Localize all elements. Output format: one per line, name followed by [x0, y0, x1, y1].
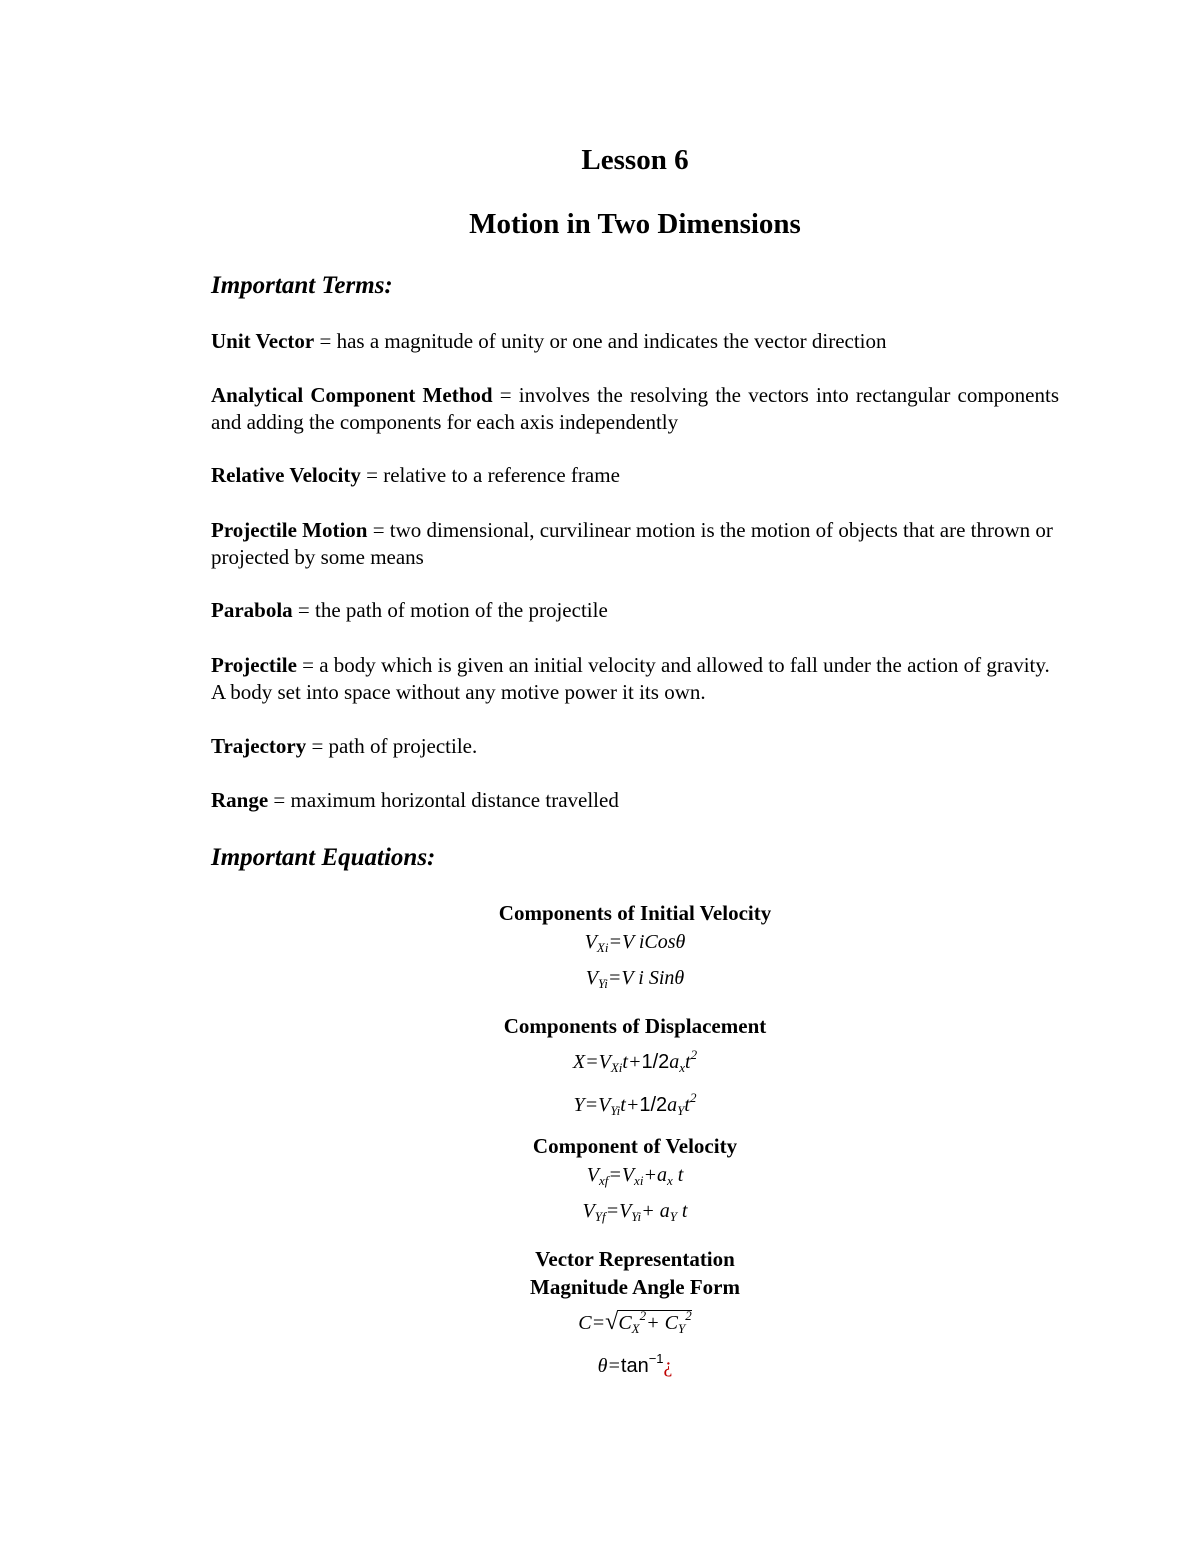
equation-y-displacement: $Y=V_{Yi}t+1/2a_Yt^2$	[573, 1090, 697, 1118]
equation-group-initial-velocity	[0, 899, 1200, 999]
equation-group-subtitle: Magnitude Angle Form	[530, 1275, 740, 1299]
term-projectile-motion	[211, 517, 1059, 571]
equation-vyf: $V_{Yf}=V_{Yi}+ a_Y$ t	[582, 1200, 688, 1224]
term-range	[211, 787, 1059, 814]
term-definition: = relative to a reference frame	[360, 463, 620, 487]
broken-character: ¿	[663, 1355, 673, 1377]
equation-group-displacement	[0, 1012, 1200, 1126]
term-name: Projectile	[211, 653, 297, 677]
term-analytical-component-method	[211, 382, 1059, 436]
square-root-symbol: √	[605, 1309, 619, 1335]
term-definition: = maximum horizontal distance travelled	[268, 788, 619, 812]
term-definition: = involves the resolving the vectors into rectangular components and adding the components for each axis independently	[211, 383, 1060, 434]
term-name: Parabola	[211, 598, 293, 622]
equation-vxi: $V_{Xi}=V$ iCosθ	[584, 931, 686, 955]
term-trajectory	[211, 733, 1059, 760]
term-relative-velocity	[211, 462, 1059, 489]
equation-group-title: Vector Representation	[535, 1247, 735, 1271]
term-unit-vector	[211, 328, 1059, 355]
term-name: Trajectory	[211, 734, 307, 758]
equation-group-velocity	[0, 1132, 1200, 1232]
term-definition: = a body which is given an initial velocity and allowed to fall under the action of gravity. A body set into space without any motive power it its own.	[211, 653, 1050, 704]
term-definition: = has a magnitude of unity or one and indicates the vector direction	[314, 329, 887, 353]
equation-group-title: Component of Velocity	[532, 1134, 738, 1158]
term-name: Range	[211, 788, 269, 812]
equation-vyi: $V_{Yi}=V$ i Sinθ	[585, 967, 685, 991]
term-definition: = path of projectile.	[306, 734, 478, 758]
term-name: Relative Velocity	[211, 463, 361, 487]
equation-magnitude: $C=√C_X^2+ C_Y^2$	[578, 1308, 692, 1336]
term-projectile	[211, 652, 1059, 706]
term-definition: = the path of motion of the projectile	[292, 598, 608, 622]
terms-heading: Important Terms:	[211, 272, 393, 299]
lesson-title: Lesson 6	[581, 144, 689, 176]
lesson-subtitle: Motion in Two Dimensions	[469, 208, 801, 240]
equations-heading: Important Equations:	[211, 844, 436, 871]
term-definition: = two dimensional, curvilinear motion is the motion of objects that are thrown or projected by some means	[211, 518, 1053, 569]
term-name: Projectile Motion	[211, 518, 368, 542]
term-name: Analytical Component Method	[211, 383, 493, 407]
equation-x-displacement: $X=V_{Xi}t+1/2a_xt^2$	[572, 1047, 698, 1075]
term-parabola	[211, 597, 1059, 624]
equation-group-vector-representation	[0, 1245, 1200, 1381]
equation-angle: $\theta=\tan^{-1}¿$	[597, 1351, 673, 1377]
equation-vxf: $V_{xf}=V_{xi}+a_x$ t	[586, 1164, 684, 1188]
equation-group-title: Components of Displacement	[503, 1014, 767, 1038]
equation-group-title: Components of Initial Velocity	[498, 901, 772, 925]
term-name: Unit Vector	[211, 329, 315, 353]
